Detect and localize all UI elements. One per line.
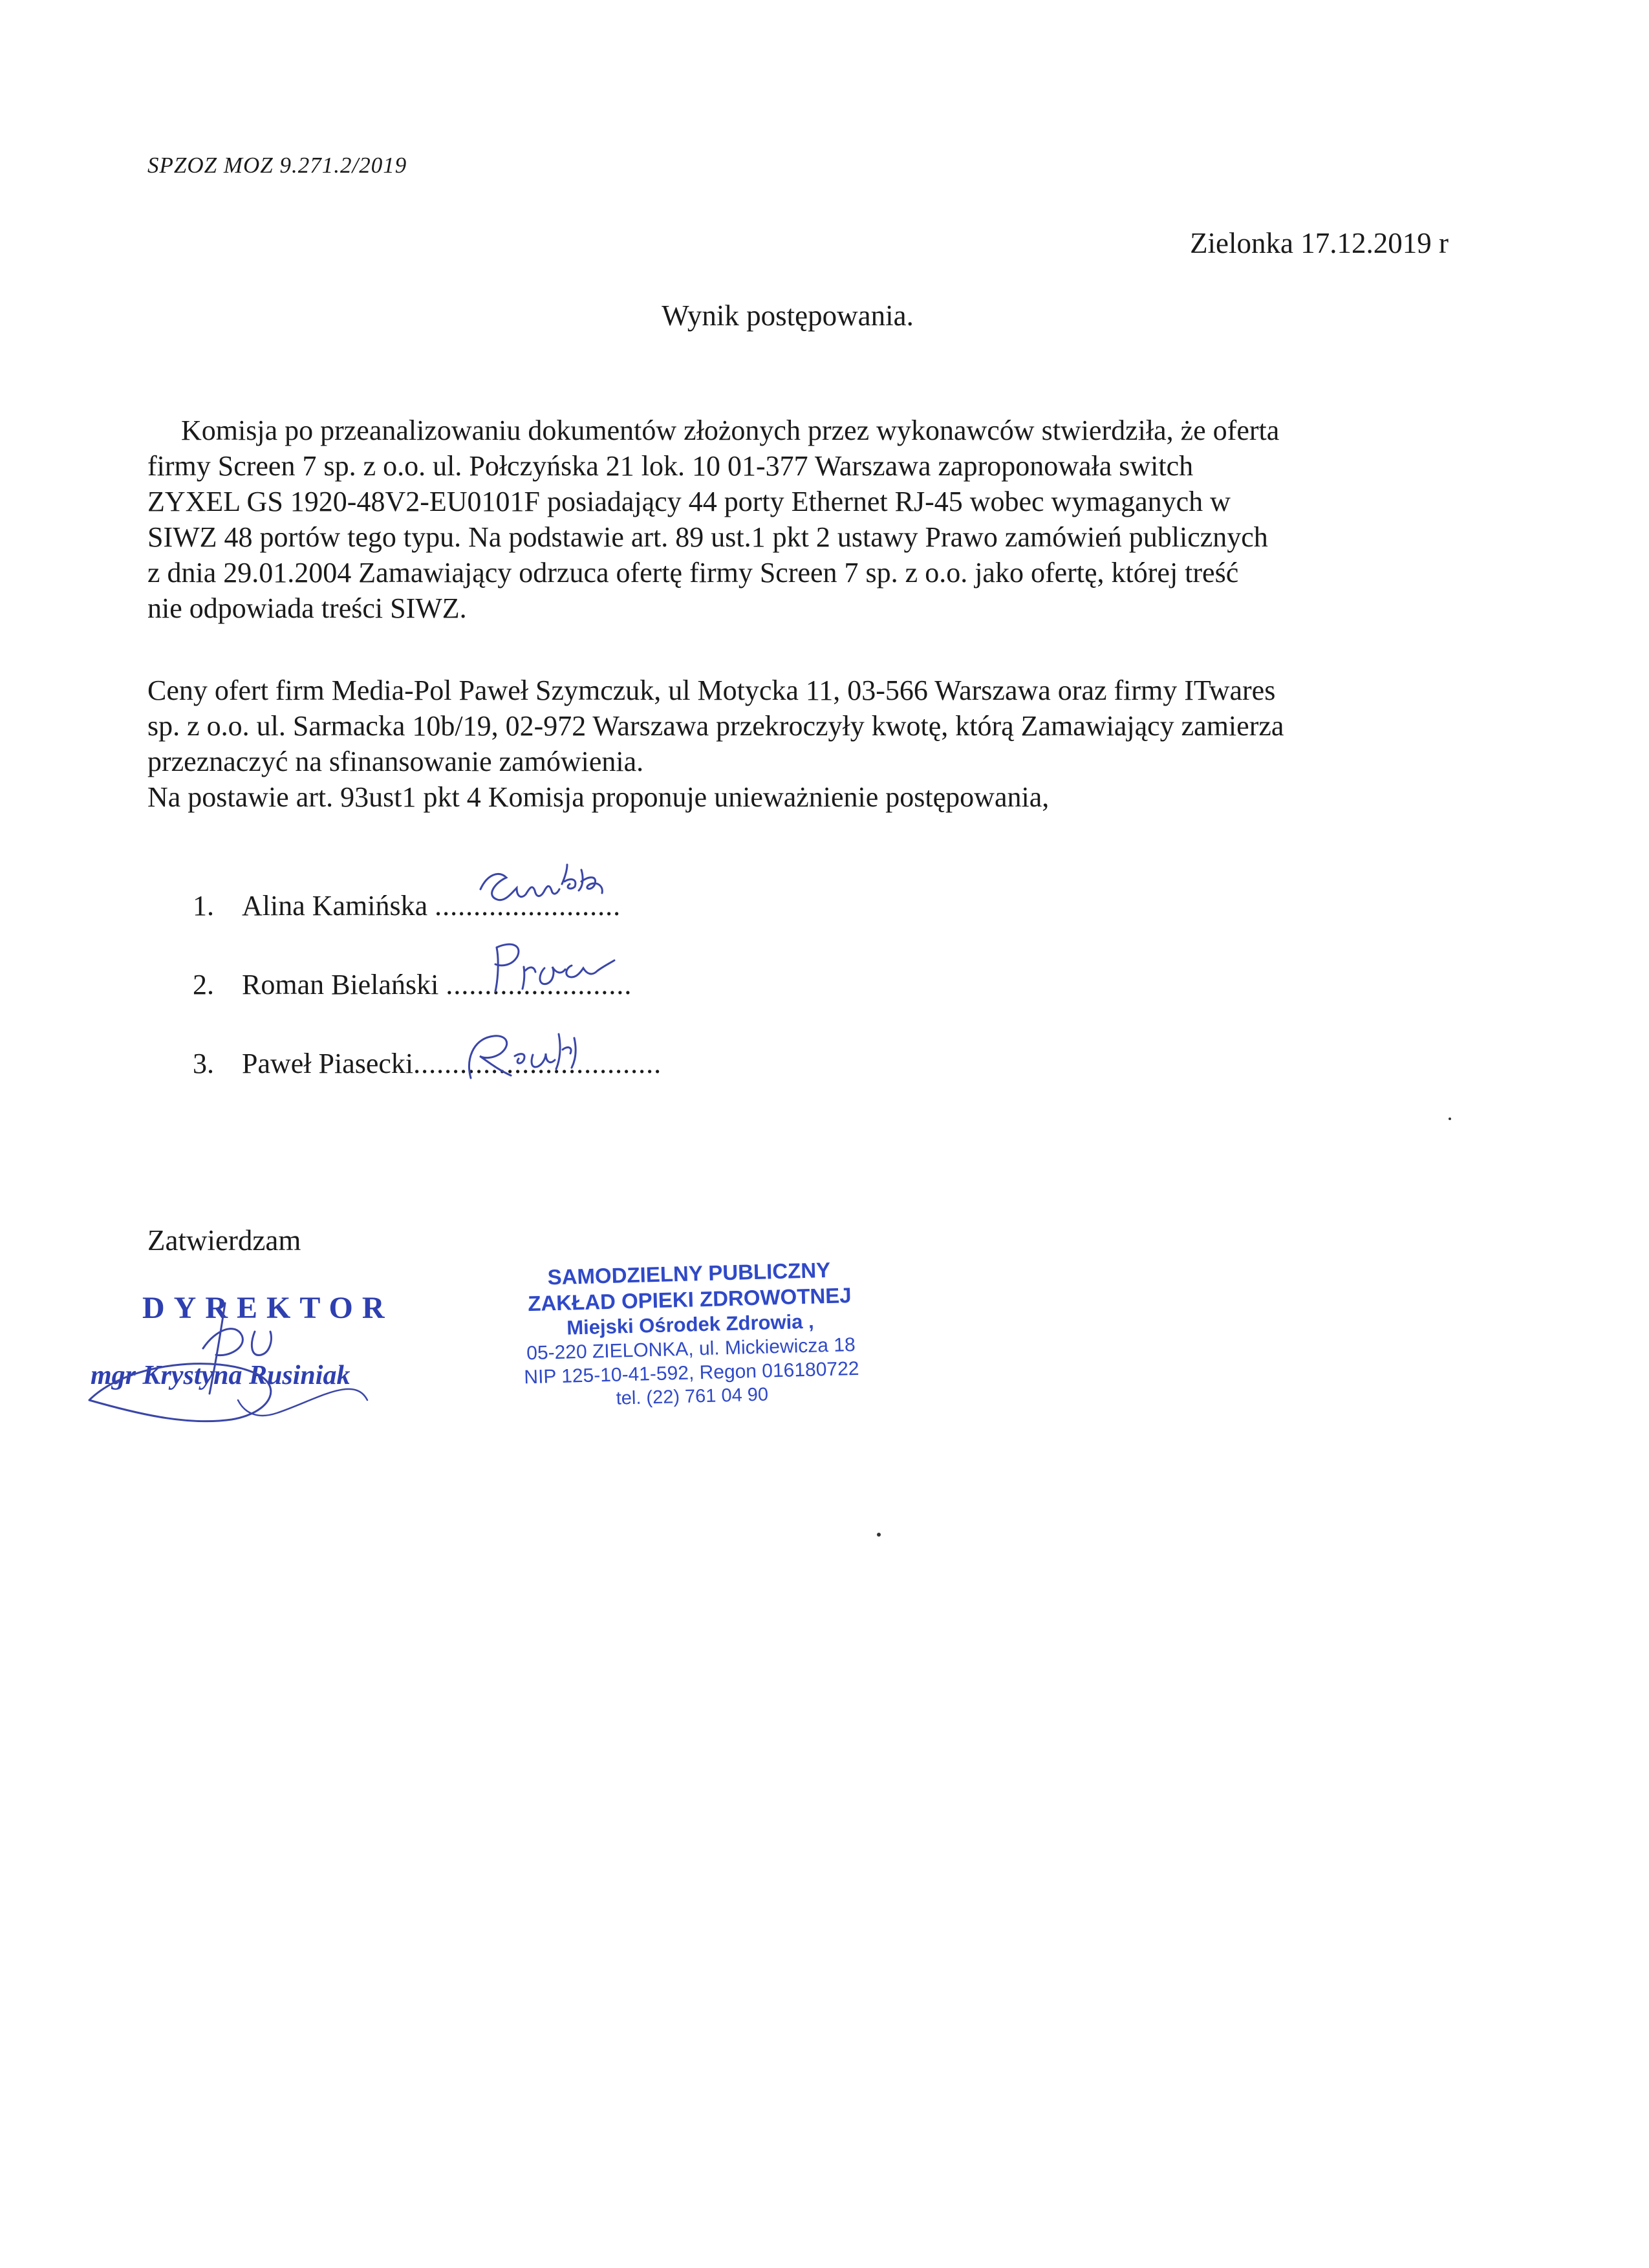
institution-stamp: [482, 1255, 900, 1414]
signer-row: [193, 1047, 662, 1126]
signer-number: 2.: [193, 969, 214, 1000]
reference-number: SPZOZ MOZ 9.271.2/2019: [147, 153, 407, 178]
text-line: Komisja po przeanalizowaniu dokumentów złożonych przez wykonawców stwierdziła, że oferta: [181, 415, 1280, 446]
signer-number: 1.: [193, 890, 214, 922]
paragraph-prices: [147, 673, 1447, 815]
text-line: Na postawie art. 93ust1 pkt 4 Komisja proponuje unieważnienie postępowania,: [147, 781, 1050, 813]
director-name: mgr Krystyna Rusiniak: [91, 1361, 350, 1390]
scan-speck: [877, 1533, 881, 1537]
signature-dots: ................................: [413, 1048, 662, 1079]
signer-name: Roman Bielański: [242, 969, 439, 1000]
signer-row: [193, 889, 662, 968]
director-title: DYREKTOR: [142, 1291, 394, 1325]
place-and-date: Zielonka 17.12.2019 r: [1190, 227, 1449, 259]
stamp-line: SAMODZIELNY PUBLICZNY: [547, 1257, 831, 1290]
director-signature-image: [76, 1277, 438, 1445]
commission-signers-list: [193, 889, 662, 1126]
text-line: ZYXEL GS 1920-48V2-EU0101F posiadający 44 porty Ethernet RJ-45 wobec wymaganych w: [147, 486, 1231, 517]
text-line: SIWZ 48 portów tego typu. Na podstawie art. 89 ust.1 pkt 2 ustawy Prawo zamówień publicznych: [147, 521, 1268, 553]
signer-name: Alina Kamińska: [242, 890, 428, 922]
director-stamp: [76, 1277, 438, 1445]
document-title: Wynik postępowania.: [662, 299, 914, 332]
approval-label: Zatwierdzam: [147, 1224, 301, 1257]
stamp-line: Miejski Ośrodek Zdrowia ,: [566, 1310, 815, 1339]
stamp-line: tel. (22) 761 04 90: [616, 1384, 769, 1409]
text-line: sp. z o.o. ul. Sarmacka 10b/19, 02-972 Warszawa przekroczyły kwotę, którą Zamawiający zamierza: [147, 710, 1284, 742]
signature-dots: ........................: [446, 969, 632, 1000]
text-line: nie odpowiada treści SIWZ.: [147, 592, 467, 624]
stamp-line: 05-220 ZIELONKA, ul. Mickiewicza 18: [526, 1334, 856, 1365]
signer-number: 3.: [193, 1048, 214, 1079]
signer-name: Paweł Piasecki: [242, 1048, 414, 1079]
text-line: przeznaczyć na sfinansowanie zamówienia.: [147, 746, 644, 777]
stamp-line: ZAKŁAD OPIEKI ZDROWOTNEJ: [527, 1283, 852, 1316]
text-line: firmy Screen 7 sp. z o.o. ul. Połczyńska 21 lok. 10 01-377 Warszawa zaproponowała switch: [147, 450, 1194, 482]
stamp-line: NIP 125-10-41-592, Regon 016180722: [523, 1357, 859, 1388]
text-line: Ceny ofert firm Media-Pol Paweł Szymczuk, ul Motycka 11, 03-566 Warszawa oraz firmy ITwares: [147, 675, 1276, 706]
signer-row: [193, 968, 662, 1047]
scan-speck: [1449, 1118, 1451, 1120]
paragraph-rejection: [147, 413, 1447, 626]
text-line: z dnia 29.01.2004 Zamawiający odrzuca ofertę firmy Screen 7 sp. z o.o. jako ofertę, której treść: [147, 557, 1239, 589]
signature-dots: ........................: [435, 890, 621, 922]
